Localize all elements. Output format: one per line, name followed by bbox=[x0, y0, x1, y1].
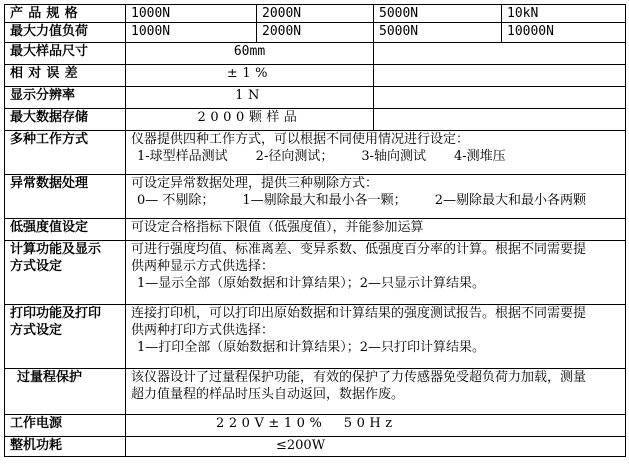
row-label-print bbox=[5, 305, 126, 369]
work-modes-intro: 仪器提供四种工作方式，可以根据不同使用情况进行设定： bbox=[131, 132, 470, 147]
spec-value-4: 10kN bbox=[502, 5, 626, 23]
abnormal-option: 2—剔除最大和最小各两颗 bbox=[434, 193, 586, 208]
abnormal-intro: 可设定异常数据处理，提供三种剔除方式： bbox=[131, 176, 379, 191]
table-row bbox=[5, 241, 626, 305]
table-row bbox=[5, 87, 626, 109]
empty-cell bbox=[374, 87, 626, 109]
max-force-value-3: 5000N bbox=[374, 23, 502, 43]
relative-error-value: ±1% bbox=[126, 65, 374, 87]
table-row bbox=[5, 43, 626, 65]
table-row bbox=[5, 131, 626, 175]
table-row bbox=[5, 415, 626, 437]
label-text: 过量程保护 bbox=[17, 370, 83, 385]
work-mode-option: 2-径向测试； bbox=[255, 149, 334, 164]
resolution-value: 1N bbox=[126, 87, 374, 109]
label-line: 方式设定 bbox=[10, 259, 63, 274]
abnormal-options bbox=[131, 192, 620, 209]
print-line: 1—打印全部（原始数据和计算结果）；2—只打印计算结果。 bbox=[137, 340, 486, 355]
row-label-resolution: 显示分辨率 bbox=[5, 87, 126, 109]
spec-value-1: 1000N bbox=[126, 5, 257, 23]
row-label-max-sample: 最大样品尺寸 bbox=[5, 43, 126, 65]
overload-content bbox=[126, 369, 626, 415]
spec-table bbox=[4, 4, 626, 457]
row-label-low-strength: 低强度值设定 bbox=[5, 219, 126, 241]
calc-line: 1—显示全部（原始数据和计算结果）；2—只显示计算结果。 bbox=[137, 276, 486, 291]
work-mode-option: 3-轴向测试 bbox=[361, 149, 427, 164]
table-row bbox=[5, 175, 626, 219]
overload-line: 超力值量程的样品时压头自动返回，数据作废。 bbox=[131, 387, 405, 402]
table-row bbox=[5, 369, 626, 415]
work-modes-options bbox=[131, 148, 620, 165]
table-row bbox=[5, 65, 626, 87]
calc-display-content bbox=[126, 241, 626, 305]
overload-line: 该仪器设计了过量程保护功能，有效的保护了力传感器免受超负荷力加载，测量 bbox=[131, 370, 587, 385]
max-sample-value: 60mm bbox=[126, 43, 374, 65]
empty-cell bbox=[374, 43, 626, 65]
abnormal-option: 1—剔除最大和最小各一颗； bbox=[242, 193, 407, 208]
table-row bbox=[5, 109, 626, 131]
row-label-abnormal-data: 异常数据处理 bbox=[5, 175, 126, 219]
work-mode-option: 4-测堆压 bbox=[454, 149, 506, 164]
print-line: 供两种打印方式供选择： bbox=[131, 323, 275, 338]
power-value: 220V±10% 50Hz bbox=[126, 415, 626, 437]
max-force-value-1: 1000N bbox=[126, 23, 257, 43]
table-row bbox=[5, 437, 626, 457]
table-row bbox=[5, 5, 626, 23]
row-label-product-spec: 产品规格 bbox=[5, 5, 126, 23]
abnormal-data-content bbox=[126, 175, 626, 219]
low-strength-value: 可设定合格指标下限值（低强度值），并能参加运算 bbox=[126, 219, 626, 241]
empty-cell bbox=[374, 109, 626, 131]
abnormal-option: 0— 不剔除； bbox=[137, 193, 215, 208]
row-label-overload bbox=[5, 369, 126, 415]
print-line: 连接打印机，可以打印出原始数据和计算结果的强度测试报告。根据不同需要提 bbox=[131, 306, 587, 321]
calc-line: 可进行强度均值、标准离差、变异系数、低强度百分率的计算。根据不同需要提 bbox=[131, 242, 587, 257]
work-modes-content bbox=[126, 131, 626, 175]
label-line: 计算功能及显示 bbox=[10, 242, 102, 257]
row-label-power: 工作电源 bbox=[5, 415, 126, 437]
empty-cell bbox=[374, 65, 626, 87]
table-row bbox=[5, 23, 626, 43]
row-label-work-modes: 多种工作方式 bbox=[5, 131, 126, 175]
label-line: 打印功能及打印 bbox=[10, 306, 102, 321]
row-label-consumption: 整机功耗 bbox=[5, 437, 126, 457]
print-content bbox=[126, 305, 626, 369]
calc-line: 供两种显示方式供选择： bbox=[131, 259, 275, 274]
spec-value-2: 2000N bbox=[257, 5, 374, 23]
row-label-max-force: 最大力值负荷 bbox=[5, 23, 126, 43]
row-label-relative-error: 相对误差 bbox=[5, 65, 126, 87]
row-label-calc-display bbox=[5, 241, 126, 305]
work-mode-option: 1-球型样品测试 bbox=[137, 149, 228, 164]
consumption-value: ≤200W bbox=[126, 437, 626, 457]
max-storage-value: 2000颗样品 bbox=[126, 109, 374, 131]
max-force-value-2: 2000N bbox=[257, 23, 374, 43]
max-force-value-4: 10000N bbox=[502, 23, 626, 43]
table-row bbox=[5, 305, 626, 369]
spec-value-3: 5000N bbox=[374, 5, 502, 23]
row-label-max-storage: 最大数据存储 bbox=[5, 109, 126, 131]
table-row bbox=[5, 219, 626, 241]
label-line: 方式设定 bbox=[10, 323, 63, 338]
